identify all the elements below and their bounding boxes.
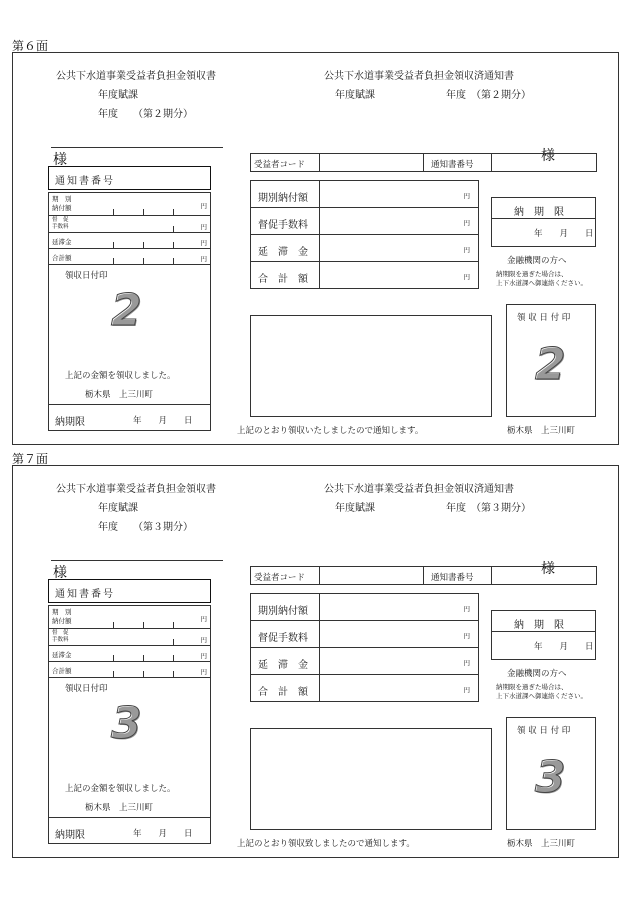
right-stamp-box <box>506 717 596 830</box>
yen-unit: 円 <box>463 659 470 667</box>
grid-row-late <box>251 648 478 675</box>
name-line-left <box>51 560 223 561</box>
amount-grid <box>250 593 479 702</box>
year-levy-left: 年度賦課 <box>98 90 138 101</box>
issuer-right: 栃木県 上三川町 <box>507 839 576 849</box>
grid-reminder-label: 督促手数料 <box>258 633 308 644</box>
face-frame <box>12 52 619 445</box>
deadline-box-date: 年 月 日 <box>534 642 594 652</box>
deadline-date-left: 年 月 日 <box>133 416 193 426</box>
notice-no-label-left: 通知書番号 <box>55 589 115 600</box>
grid-row-total <box>251 262 478 289</box>
grid-row-installment <box>251 181 478 208</box>
yen-unit: 円 <box>200 615 207 623</box>
row-late-label: 延滞金 <box>52 238 72 246</box>
grid-installment-label: 期別納付額 <box>258 606 308 617</box>
grid-row-late <box>251 235 478 262</box>
right-stamp-box <box>506 304 596 417</box>
notice-no-box-left <box>48 166 211 190</box>
yen-unit: 円 <box>200 239 207 247</box>
row-total-label: 合計額 <box>52 254 72 262</box>
receipt-column <box>48 605 211 844</box>
row-total <box>49 662 210 678</box>
footer-text: 上記のとおり領収いたしましたので通知します。 <box>237 426 424 436</box>
row-installment-label: 期 別 納付額 <box>52 195 72 212</box>
period-number-glyph-right: 2 <box>535 339 566 390</box>
yen-unit: 円 <box>200 636 207 644</box>
grid-total-label: 合 計 額 <box>258 687 308 698</box>
sama-left: 様 <box>53 565 67 581</box>
period-number-glyph-left: 2 <box>111 285 142 336</box>
issuer-left: 栃木県 上三川町 <box>85 390 154 400</box>
period-number-glyph-left: 3 <box>111 698 142 749</box>
sama-left: 様 <box>53 152 67 168</box>
deadline-box <box>491 610 596 660</box>
notice-no-box-left <box>48 579 211 603</box>
period-number-glyph-right: 3 <box>535 752 566 803</box>
yen-unit: 円 <box>463 192 470 200</box>
yen-unit: 円 <box>200 255 207 263</box>
receipt-stamp-label: 領収日付印 <box>65 684 108 694</box>
grid-late-label: 延 滞 金 <box>258 660 308 671</box>
receipt-stamp-label: 領収日付印 <box>65 271 108 281</box>
bank-note-1: 納期限を過ぎた場合は、 <box>496 683 568 691</box>
sama-right: 様 <box>541 148 555 164</box>
right-stamp-label: 領 収 日 付 印 <box>517 726 571 736</box>
bank-title: 金融機関の方へ <box>507 669 567 679</box>
receipt-title: 公共下水道事業受益者負担金領収書 <box>56 71 216 82</box>
issuer-left: 栃木県 上三川町 <box>85 803 154 813</box>
year-period-right: 年度 （第３期分） <box>446 503 531 514</box>
deadline-box-label: 納 期 限 <box>514 620 564 631</box>
row-total-label: 合計額 <box>52 667 72 675</box>
year-period-left: 年度 （第３期分） <box>98 522 193 533</box>
year-levy-right: 年度賦課 <box>335 90 375 101</box>
yen-unit: 円 <box>463 686 470 694</box>
yen-unit: 円 <box>463 246 470 254</box>
deadline-box-date: 年 月 日 <box>534 229 594 239</box>
grid-installment-label: 期別納付額 <box>258 193 308 204</box>
row-reminder-label: 督 促 手数料 <box>52 217 69 230</box>
grid-row-reminder <box>251 208 478 235</box>
row-late-label: 延滞金 <box>52 651 72 659</box>
bank-note-2: 上下水道課へ御連絡ください。 <box>496 279 587 287</box>
row-installment-label: 期 別 納付額 <box>52 608 72 625</box>
grid-row-installment <box>251 594 478 621</box>
grid-late-label: 延 滞 金 <box>258 247 308 258</box>
yen-unit: 円 <box>200 668 207 676</box>
deadline-box <box>491 197 596 247</box>
year-period-right: 年度 （第２期分） <box>446 90 531 101</box>
year-levy-left: 年度賦課 <box>98 503 138 514</box>
grid-row-reminder <box>251 621 478 648</box>
row-total <box>49 249 210 265</box>
blank-box <box>250 728 492 830</box>
notice-no-label-left: 通知書番号 <box>55 176 115 187</box>
issuer-right: 栃木県 上三川町 <box>507 426 576 436</box>
bank-title: 金融機関の方へ <box>507 256 567 266</box>
receipt-title: 公共下水道事業受益者負担金領収書 <box>56 484 216 495</box>
blank-box <box>250 315 492 417</box>
yen-unit: 円 <box>463 632 470 640</box>
code-row <box>250 153 597 172</box>
year-period-left: 年度 （第２期分） <box>98 109 193 120</box>
received-text: 上記の金額を領収しました。 <box>65 371 176 381</box>
beneficiary-code-label: 受益者コード <box>254 573 306 583</box>
code-row <box>250 566 597 585</box>
deadline-label-left: 納期限 <box>55 830 85 841</box>
deadline-label-left: 納期限 <box>55 417 85 428</box>
sama-right: 様 <box>541 561 555 577</box>
face-frame <box>12 465 619 858</box>
footer-text: 上記のとおり領収致しましたので通知します。 <box>237 839 415 849</box>
year-levy-right: 年度賦課 <box>335 503 375 514</box>
notice-title: 公共下水道事業受益者負担金領収済通知書 <box>324 71 514 82</box>
row-installment <box>49 193 210 216</box>
yen-unit: 円 <box>200 202 207 210</box>
beneficiary-code-label: 受益者コード <box>254 160 306 170</box>
bank-note-1: 納期限を過ぎた場合は、 <box>496 270 568 278</box>
yen-unit: 円 <box>200 652 207 660</box>
receipt-column <box>48 192 211 431</box>
face-label: 第７面 <box>12 452 49 466</box>
amount-grid <box>250 180 479 289</box>
bank-note-2: 上下水道課へ御連絡ください。 <box>496 692 587 700</box>
deadline-box-label: 納 期 限 <box>514 207 564 218</box>
yen-unit: 円 <box>463 219 470 227</box>
face-label: 第６面 <box>12 39 49 53</box>
grid-total-label: 合 計 額 <box>258 274 308 285</box>
received-text: 上記の金額を領収しました。 <box>65 784 176 794</box>
row-reminder-fee <box>49 629 210 646</box>
notice-no-label-right: 通知書番号 <box>431 160 474 170</box>
yen-unit: 円 <box>463 605 470 613</box>
name-line-left <box>51 147 223 148</box>
grid-row-total <box>251 675 478 702</box>
grid-reminder-label: 督促手数料 <box>258 220 308 231</box>
notice-no-label-right: 通知書番号 <box>431 573 474 583</box>
right-stamp-label: 領 収 日 付 印 <box>517 313 571 323</box>
row-late-fee <box>49 646 210 662</box>
deadline-date-left: 年 月 日 <box>133 829 193 839</box>
row-installment <box>49 606 210 629</box>
row-reminder-fee <box>49 216 210 233</box>
row-late-fee <box>49 233 210 249</box>
yen-unit: 円 <box>200 223 207 231</box>
notice-title: 公共下水道事業受益者負担金領収済通知書 <box>324 484 514 495</box>
yen-unit: 円 <box>463 273 470 281</box>
row-reminder-label: 督 促 手数料 <box>52 630 69 643</box>
